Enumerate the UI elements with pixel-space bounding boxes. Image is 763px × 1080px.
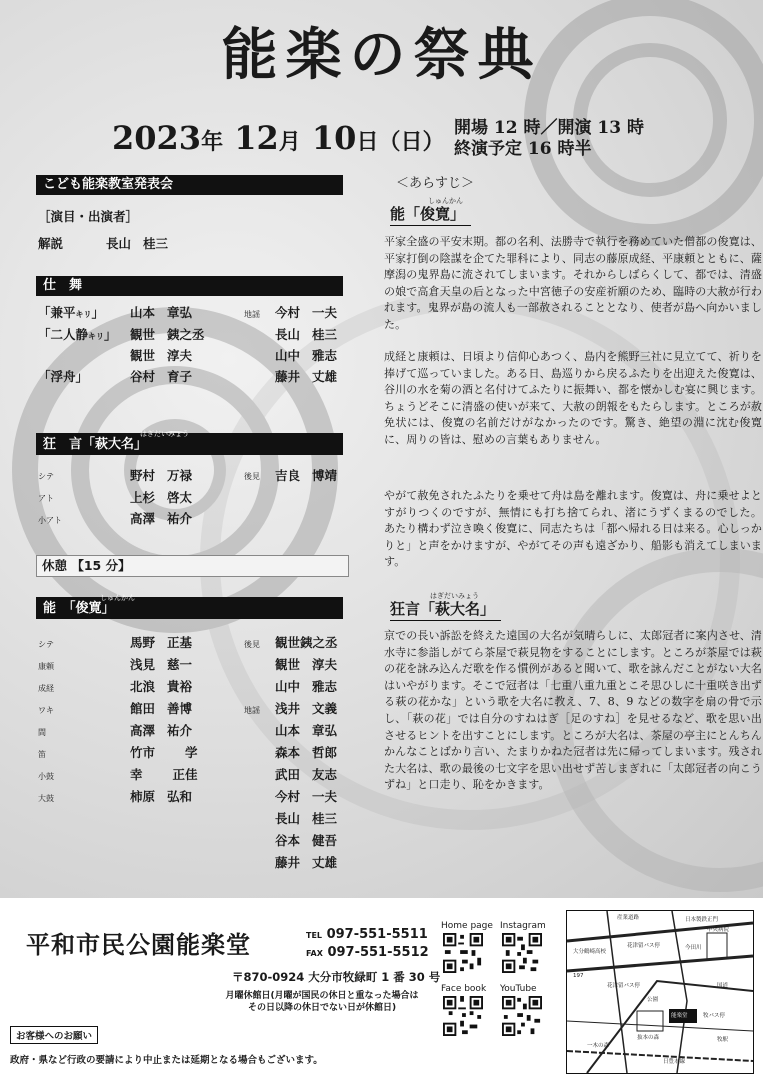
venue-address: 〒870-0924 大分市牧緑町 1 番 30 号 xyxy=(232,970,441,984)
role-label: ワキ xyxy=(38,706,54,715)
fax-number: 097-551-5512 xyxy=(327,945,429,960)
youtube-qr-icon[interactable] xyxy=(502,996,542,1036)
noh-synopsis-title: しゅんかん 能「俊寛」 xyxy=(390,203,471,226)
performer-name: 館田 善博 xyxy=(130,701,193,716)
jiutai-performer: 浅井 文義 xyxy=(275,701,338,716)
closed-days: 月曜休館日(月曜が国民の休日と重なった場合は その日以降の休日でない日が休館日) xyxy=(225,991,419,1013)
map-label: 日豊本線 xyxy=(663,1059,686,1065)
instagram-qr-icon[interactable] xyxy=(502,933,542,973)
venue-contact: TEL 097-551-5511 FAX 097-551-5512 xyxy=(306,927,429,960)
performer-name: 柿原 弘和 xyxy=(130,789,193,804)
map-label: 197 xyxy=(573,973,584,979)
map-label: 大分鶴崎高校 xyxy=(573,949,607,955)
noh-synopsis-para-1: 平家全盛の平安末期。都の名利、法勝寺で執行を務めていた僧都の俊寛は、平家打倒の陰謀を企てた罪科により、同志の藤原成経、平康頼とともに、薩摩潟の鬼界島に流されてしまいます。それからしばらくして、都では、清盛の娘で高倉天皇の后となった中宮徳子の安産祈願のため、臨時の大赦が行われます。鬼界が島の流人も一部赦されることとなり、使者が島へ向かいました。 xyxy=(384,235,762,331)
jiutai-performer: 長山 桂三 xyxy=(275,811,338,826)
program-label: ［演目・出演者］ xyxy=(38,209,139,224)
jiutai-performer: 山本 章弘 xyxy=(275,723,338,738)
koken-label: 後見 xyxy=(244,640,260,649)
role-label: シテ xyxy=(38,640,54,649)
performer-name: 馬野 正基 xyxy=(130,635,193,650)
performer-name: 上杉 啓太 xyxy=(130,490,193,505)
role-label: 成経 xyxy=(38,684,54,693)
synopsis-heading: ＜あらすじ＞ xyxy=(396,176,475,191)
jiutai-performer: 藤井 丈雄 xyxy=(275,369,338,384)
performer-name: 山本 章弘 xyxy=(130,305,193,320)
venue-name: 平和市民公園能楽堂 xyxy=(26,931,251,959)
koken-performer: 吉良 博靖 xyxy=(275,468,338,483)
map-label: 花津留バス停 xyxy=(627,943,661,949)
role-label: 小アト xyxy=(38,516,62,525)
kids-section-bar: こども能楽教室発表会 xyxy=(36,175,343,195)
jiutai-performer: 山中 雅志 xyxy=(275,348,338,363)
notice-text: 政府・県など行政の要請により中止または延期となる場合もございます。 xyxy=(10,1055,323,1066)
notice-heading: お客様へのお願い xyxy=(10,1026,98,1044)
role-label: 間 xyxy=(38,728,46,737)
shimai-piece-3: 「浮舟」 xyxy=(38,369,89,384)
koken-label: 後見 xyxy=(244,472,260,481)
map-label: 日本製鉄正門 xyxy=(685,917,719,923)
event-times: 開場 12 時／開演 13 時 終演予定 16 時半 xyxy=(454,118,644,159)
jiutai-performer: 今村 一夫 xyxy=(275,305,338,320)
map-label: 抜本の森 xyxy=(637,1035,660,1041)
performer-name: 観世 淳夫 xyxy=(130,348,193,363)
facebook-qr-icon[interactable] xyxy=(443,996,483,1036)
role-label: 大鼓 xyxy=(38,794,54,803)
role-label: 笛 xyxy=(38,750,46,759)
performer-name: 観世 銕之丞 xyxy=(130,327,205,342)
performer-name: 竹市 学 xyxy=(130,745,198,760)
jiutai-label: 地謡 xyxy=(244,706,260,715)
performer-name: 浅見 慈一 xyxy=(130,657,193,672)
performer-name: 高澤 祐介 xyxy=(130,723,193,738)
map-label: 産業道路 xyxy=(617,915,640,921)
role-label: アト xyxy=(38,494,54,503)
map-label: 牧バス停 xyxy=(703,1013,726,1019)
homepage-label: Home page xyxy=(441,921,493,931)
noh-synopsis-para-2: 成経と康頼は、日頃より信仰心あつく、島内を熊野三社に見立てて、祈りを捧げて巡っていました。ある日、島巡りから戻るふたりを出迎えた俊寛は、谷川の水を菊の酒と名付けてふたりに振舞い、都を懐かしむ宴に興じます。ちょうどそこに清盛の使いが来て、大赦の朗報をもたらします。ところが赦免状には、俊寛の名前だけがなかったのです。驚き、絶望の淵に沈む俊寛に、周りの皆は、慰めの言葉もありません。 xyxy=(384,350,762,446)
noh-section-bar: しゅんかん 能 「俊寛」 xyxy=(36,597,343,619)
intermission-box: 休憩 【15 分】 xyxy=(36,555,349,577)
event-date: 2023年 12月 10日（日） xyxy=(112,119,445,157)
jiutai-performer: 藤井 丈雄 xyxy=(275,855,338,870)
instagram-label: Instagram xyxy=(500,921,546,931)
shimai-section-bar: 仕 舞 xyxy=(36,276,343,296)
commentary-role: 解説 xyxy=(38,236,64,251)
koken-performer: 観世 淳夫 xyxy=(275,657,338,672)
shimai-piece-1: 「兼平キリ」 xyxy=(38,305,105,320)
role-label: 小鼓 xyxy=(38,772,54,781)
map-label: 一木の森 xyxy=(587,1043,610,1049)
jiutai-performer: 長山 桂三 xyxy=(275,327,338,342)
commentary-performer: 長山 桂三 xyxy=(106,236,169,251)
kyogen-synopsis-para: 京での長い訴訟を終えた遠国の大名が気晴らしに、太郎冠者に案内させ、清水寺に参詣しがてら茶屋で萩見物をすることにします。ところが茶屋では萩の花を詠み込んだ歌を作る慣例があると聞いて、歌を詠んだことがない大名はいやがります。そこで冠者は「七重八重九重とこそ思ひしに十重咲き出ずる萩の花かな」という歌を大名に教え、7、8、9 などの数字を扇の骨で示し、「萩の花」では自分のすねはぎ［足のすね］を見せるなど、歌を思い出させるヒントを出すことにします。ところが大名は、茶屋の亭主にとんちんかんなことばかり言い、たまりかねた冠者は先に帰ってしまいます。残された大名は、歌の最後の七文字を思い出せず苦しまぎれに「太郎冠者の向こうずね」と口走り、恥をかきます。 xyxy=(384,629,762,792)
map-label: 中央病院 xyxy=(707,927,730,933)
kyogen-section-bar: はぎだいみょう 狂 言「萩大名」 xyxy=(36,433,343,455)
map-label: 今田川 xyxy=(685,945,702,951)
performer-name: 北浪 貴裕 xyxy=(130,679,193,694)
koken-performer: 観世銕之丞 xyxy=(275,635,338,650)
jiutai-label: 地謡 xyxy=(244,310,260,319)
shimai-piece-2: 「二人静キリ」 xyxy=(38,327,117,342)
role-label: 康頼 xyxy=(38,662,54,671)
performer-name: 高澤 祐介 xyxy=(130,511,193,526)
jiutai-performer: 森本 哲郎 xyxy=(275,745,338,760)
homepage-qr-icon[interactable] xyxy=(443,933,483,973)
map-label: 国道 xyxy=(717,983,729,989)
page-title: 能楽の祭典 xyxy=(221,22,542,88)
kyogen-synopsis-title: はぎだいみょう 狂言「萩大名」 xyxy=(390,598,501,621)
tel-number[interactable]: 097-551-5511 xyxy=(326,927,428,942)
performer-name: 谷村 育子 xyxy=(130,369,193,384)
noh-synopsis-para-3: やがて赦免されたふたりを乗せて舟は島を離れます。俊寛は、舟に乗せよとすがりつくのですが、無情にも打ち捨てられ、渚にうずくまるのでした。あたり構わず泣き喚く俊寛に、同志たちは「都へ帰れる日は来る。心しっかりと」と声をかけますが、やがてその声も遠ざかり、船影も消えてしまいます。 xyxy=(384,489,762,569)
jiutai-performer: 武田 友志 xyxy=(275,767,338,782)
role-label: シテ xyxy=(38,472,54,481)
map-label: 能楽堂 xyxy=(671,1013,688,1019)
map-label: 花津留バス停 xyxy=(607,983,641,989)
youtube-label: YouTube xyxy=(500,984,537,994)
map-label: 牧駅 xyxy=(717,1037,729,1043)
performer-name: 野村 万禄 xyxy=(130,468,193,483)
jiutai-performer: 今村 一夫 xyxy=(275,789,338,804)
facebook-label: Face book xyxy=(441,984,487,994)
access-map[interactable] xyxy=(566,910,754,1074)
performer-name: 幸 正佳 xyxy=(130,767,198,782)
jiutai-performer: 谷本 健吾 xyxy=(275,833,338,848)
map-label: 公園 xyxy=(647,997,659,1003)
koken-performer: 山中 雅志 xyxy=(275,679,338,694)
